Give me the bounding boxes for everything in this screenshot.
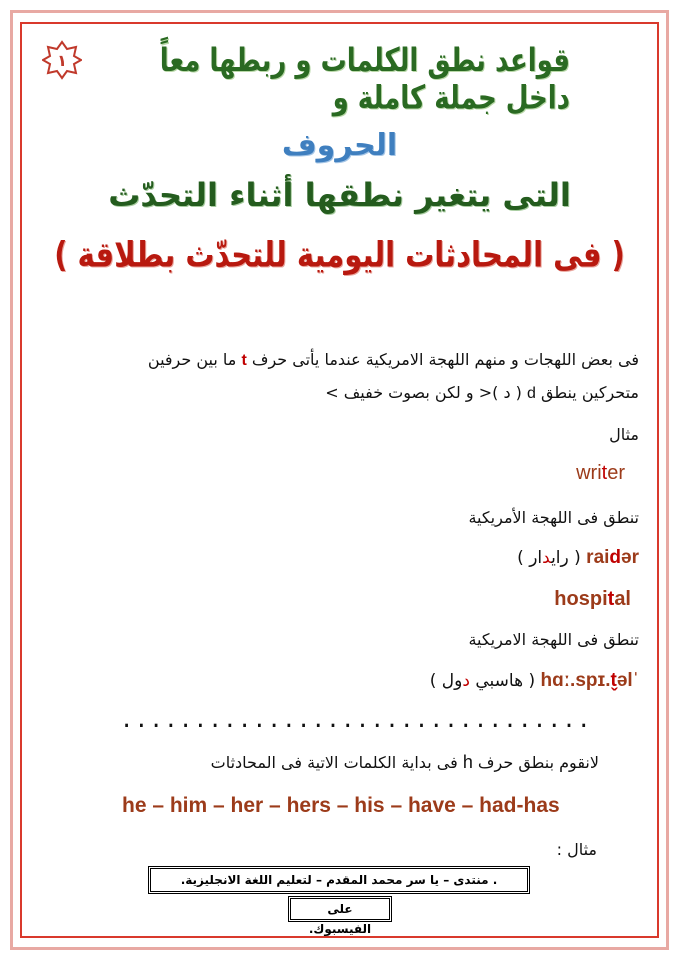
ipa-part: ər (621, 547, 639, 568)
word-part: al (614, 588, 631, 610)
footer-credit-line-2: على الفيسبوك. (288, 896, 392, 922)
ipa-part: əl (616, 670, 633, 691)
arabic-part: ( هاسبي (469, 671, 536, 691)
arabic-part: ار ) (517, 548, 543, 568)
page-number-badge (42, 40, 82, 80)
pronounced-label: تنطق فى اللهجة الأمريكية (468, 508, 639, 527)
ipa-part-highlight: t̬ (610, 670, 617, 691)
arabic-part-highlight: د (462, 671, 470, 691)
h-rule-line (211, 752, 599, 773)
ipa-part: ˈhɑː.spɪ. (540, 670, 639, 691)
letter-t: t (241, 352, 247, 369)
arabic-part: ( راي (551, 548, 581, 568)
intro-text: ( د )< و لكن بصوت خفيف > (325, 383, 522, 402)
pronunciation-hospital (430, 670, 639, 692)
intro-line-1 (148, 350, 639, 370)
arabic-part-highlight: د (542, 548, 552, 568)
example-word-writer (576, 462, 625, 485)
title-line-3: ( فى المحادثات اليومية للتحدّث بطلاقة ) (54, 234, 625, 275)
arabic-part: ول ) (429, 671, 463, 691)
footer-credit-line-1: . منتدى – يا سر محمد المقدم – لتعليم اللغة الانجليزية. (148, 866, 530, 894)
dotted-separator: ................................ (120, 708, 592, 733)
ipa-hospital (541, 670, 640, 691)
title-line-2: التى يتغير نطقها أثناء التحدّث (108, 176, 571, 214)
h-words-list: he – him – her – hers – his – have – had-has (122, 794, 560, 817)
arabic-pronunciation (517, 548, 581, 568)
ipa-raider (586, 547, 639, 568)
word-part-highlight: t (601, 462, 608, 484)
ipa-part: rai (586, 547, 610, 568)
intro-text: ما بين حرفين (147, 350, 237, 369)
pronunciation-raider (517, 547, 639, 569)
intro-line-2 (325, 383, 639, 403)
pronounced-label: تنطق فى اللهجة الامريكية (468, 630, 639, 649)
arabic-pronunciation (430, 671, 535, 691)
rule-text: لانقوم بنطق حرف (477, 753, 599, 772)
word-part: hospi (554, 588, 608, 610)
letter-h: h (462, 752, 473, 772)
example-word-hospital (554, 588, 631, 611)
word-part: er (607, 462, 625, 484)
example-label: مثال : (556, 840, 597, 859)
word-part: wri (576, 462, 602, 484)
word-part-highlight: t (607, 588, 615, 610)
intro-text: متحركين ينطق (540, 383, 639, 402)
letter-d: d (526, 385, 536, 402)
example-label: مثال (609, 425, 639, 444)
page-heading: قواعد نطق الكلمات و ربطها معاً داخل جملة كاملة و (159, 42, 570, 117)
ipa-part-highlight: d (609, 547, 622, 568)
title-line-1: الحروف (281, 128, 398, 163)
page-number: ١ (57, 51, 67, 70)
rule-text: فى بداية الكلمات الاتية فى المحادثات (210, 753, 458, 772)
intro-text: فى بعض اللهجات و منهم اللهجة الامريكية عندما يأتى حرف (251, 350, 639, 369)
